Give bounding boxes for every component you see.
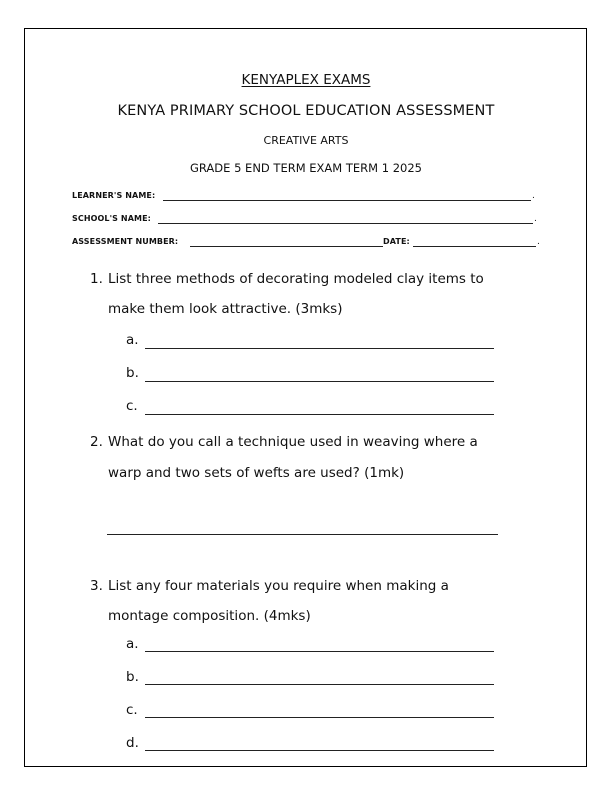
school-name-field[interactable] (158, 223, 533, 224)
answer-label: a. (126, 636, 139, 652)
answer-line-3b[interactable] (145, 684, 494, 685)
answer-line-1a[interactable] (145, 348, 494, 349)
assessment-number-field[interactable] (190, 246, 383, 247)
question-number: 2. (90, 434, 103, 450)
answer-label: c. (126, 702, 138, 718)
question-text: What do you call a technique used in weaving where a (108, 434, 478, 450)
exam-title: GRADE 5 END TERM EXAM TERM 1 2025 (190, 161, 422, 175)
question-number: 3. (90, 578, 103, 594)
question-text: make them look attractive. (3mks) (108, 301, 343, 317)
answer-label: a. (126, 332, 139, 348)
answer-line-1b[interactable] (145, 381, 494, 382)
answer-line-3a[interactable] (145, 651, 494, 652)
subject-title: CREATIVE ARTS (263, 134, 349, 147)
answer-line-2[interactable] (107, 534, 498, 535)
question-text: warp and two sets of wefts are used? (1mk) (108, 465, 405, 481)
answer-line-3d[interactable] (145, 750, 494, 751)
date-label: DATE: (383, 237, 410, 246)
answer-line-1c[interactable] (145, 414, 494, 415)
answer-label: c. (126, 398, 138, 414)
assessment-title: KENYA PRIMARY SCHOOL EDUCATION ASSESSMENT (117, 103, 495, 119)
question-text: montage composition. (4mks) (108, 608, 311, 624)
answer-label: b. (126, 669, 139, 685)
learner-name-label: LEARNER'S NAME: (72, 191, 156, 200)
question-number: 1. (90, 271, 103, 287)
answer-label: d. (126, 735, 139, 751)
brand-title: KENYAPLEX EXAMS (241, 72, 371, 88)
answer-label: b. (126, 365, 139, 381)
question-text: List any four materials you require when making a (108, 578, 449, 594)
question-text: List three methods of decorating modeled clay items to (108, 271, 484, 287)
learner-name-field[interactable] (163, 200, 531, 201)
school-name-label: SCHOOL'S NAME: (72, 214, 151, 223)
assessment-number-label: ASSESSMENT NUMBER: (72, 237, 179, 246)
date-field[interactable] (413, 246, 536, 247)
answer-line-3c[interactable] (145, 717, 494, 718)
